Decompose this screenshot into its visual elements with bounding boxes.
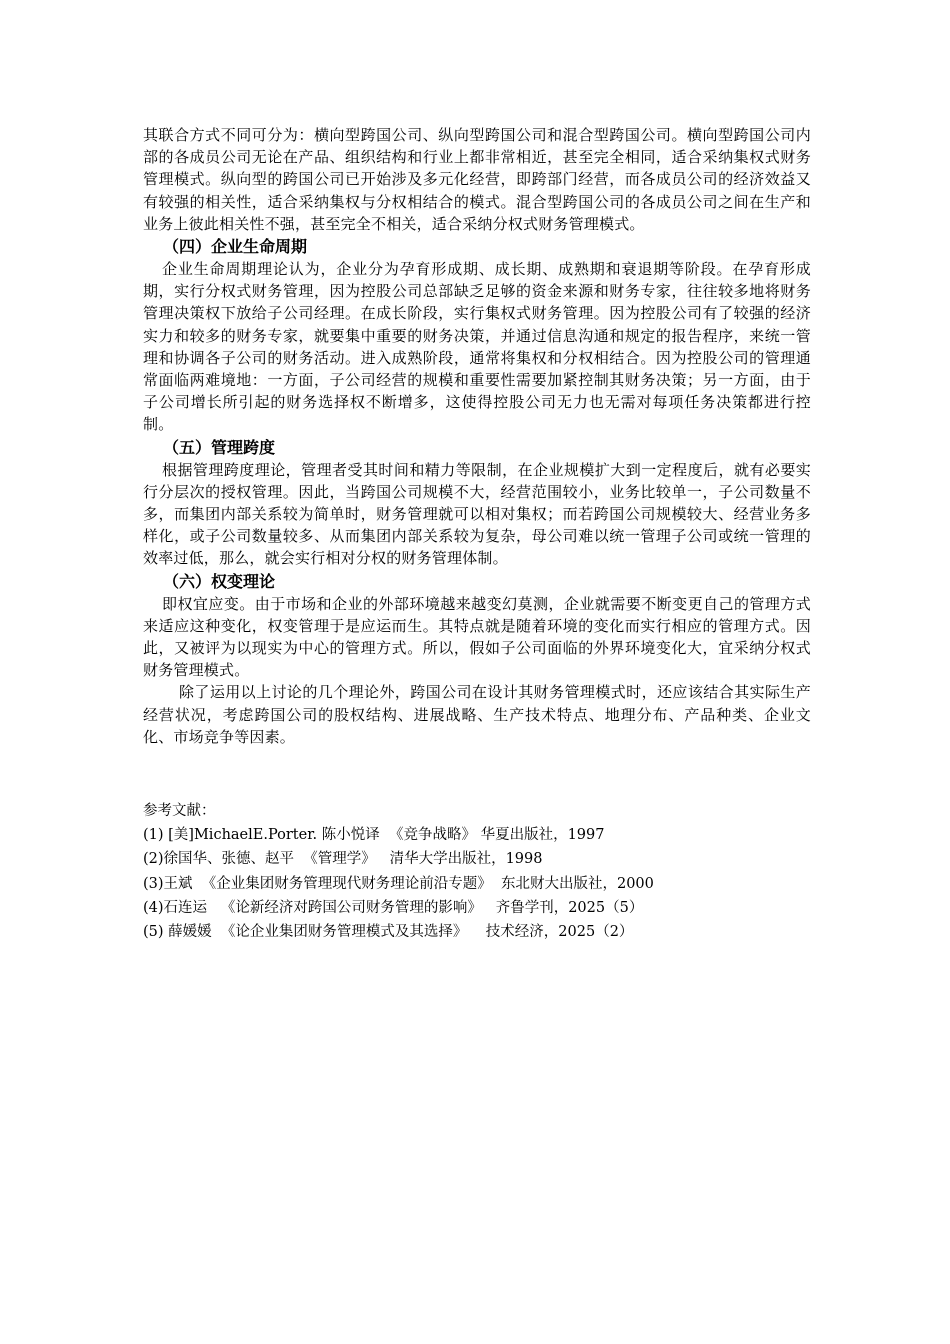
paragraph-org-structure: 其联合方式不同可分为：横向型跨国公司、纵向型跨国公司和混合型跨国公司。横向型跨国公司内部的各成员公司无论在产品、组织结构和行业上都非常相近，甚至完全相同，适合采纳集权式财务管理模式。纵向型的跨国公司已开始涉及多元化经营，即跨部门经营，而各成员公司的经济效益又有较强的相关性，适合采纳集权与分权相结合的模式。混合型跨国公司的各成员公司之间在生产和业务上彼此相关性不强，甚至完全不相关，适合采纳分权式财务管理模式。 <box>143 126 811 233</box>
paragraph-span-of-control: 根据管理跨度理论，管理者受其时间和精力等限制，在企业规模扩大到一定程度后，就有必要实行分层次的授权管理。因此，当跨国公司规模不大，经营范围较小，业务比较单一，子公司数量不多，而集团内部关系较为简单时，财务管理就可以相对集权；而若跨国公司规模较大、经营业务多样化，或子公司数量较多、从而集团内部关系较为复杂，母公司难以统一管理子公司或统一管理的效率过低，那么，就会实行相对分权的财务管理体制。 <box>143 460 811 568</box>
reference-item-1: (1) [美]MichaelE.Porter. 陈小悦译 《竞争战略》 华夏出版社，1997 <box>143 827 605 844</box>
heading-contingency-theory: （六）权变理论 <box>163 571 276 591</box>
document-page <box>143 124 811 944</box>
heading-lifecycle: （四）企业生命周期 <box>163 237 308 257</box>
heading-span-of-control: （五）管理跨度 <box>163 437 276 457</box>
reference-item-5: (5) 薛媛媛 《论企业集团财务管理模式及其选择》 技术经济，2025（2） <box>143 924 634 941</box>
reference-item-3: (3)王斌 《企业集团财务管理现代财务理论前沿专题》 东北财大出版社，2000 <box>143 875 654 892</box>
reference-item-2: (2)徐国华、张德、赵平 《管理学》 清华大学出版社，1998 <box>143 851 543 868</box>
paragraph-conclusion: 除了运用以上讨论的几个理论外，跨国公司在设计其财务管理模式时，还应该结合其实际生产经营状况，考虑跨国公司的股权结构、进展战略、生产技术特点、地理分布、产品种类、企业文化、市场竞争等因素。 <box>143 683 811 746</box>
paragraph-lifecycle: 企业生命周期理论认为，企业分为孕育形成期、成长期、成熟期和衰退期等阶段。在孕育形成期，实行分权式财务管理，因为控股公司总部缺乏足够的资金来源和财务专家，往往较多地将财务管理决策权下放给子公司经理。在成长阶段，实行集权式财务管理。因为控股公司有了较强的经济实力和较多的财务专家，就要集中重要的财务决策，并通过信息沟通和规定的报告程序，来统一管理和协调各子公司的财务活动。进入成熟阶段，通常将集权和分权相结合。因为控股公司的管理通常面临两难境地：一方面，子公司经营的规模和重要性需要加紧控制其财务决策；另一方面，由于子公司增长所引起的财务选择权不断增多，这使得控股公司无力也无需对每项任务决策都进行控制。 <box>143 260 811 434</box>
references-section <box>143 799 811 944</box>
section-spacer <box>143 748 811 799</box>
references-title: 参考文献： <box>143 803 216 820</box>
reference-item-4: (4)石连运 《论新经济对跨国公司财务管理的影响》 齐鲁学刊，2025（5） <box>143 899 644 916</box>
paragraph-contingency-theory: 即权宜应变。由于市场和企业的外部环境越来越变幻莫测，企业就需要不断变更自己的管理方式来适应这种变化，权变管理于是应运而生。其特点就是随着环境的变化而实行相应的管理方式。因此，又被评为以现实为中心的管理方式。所以，假如子公司面临的外界环境变化大，宜采纳分权式财务管理模式。 <box>143 594 811 680</box>
